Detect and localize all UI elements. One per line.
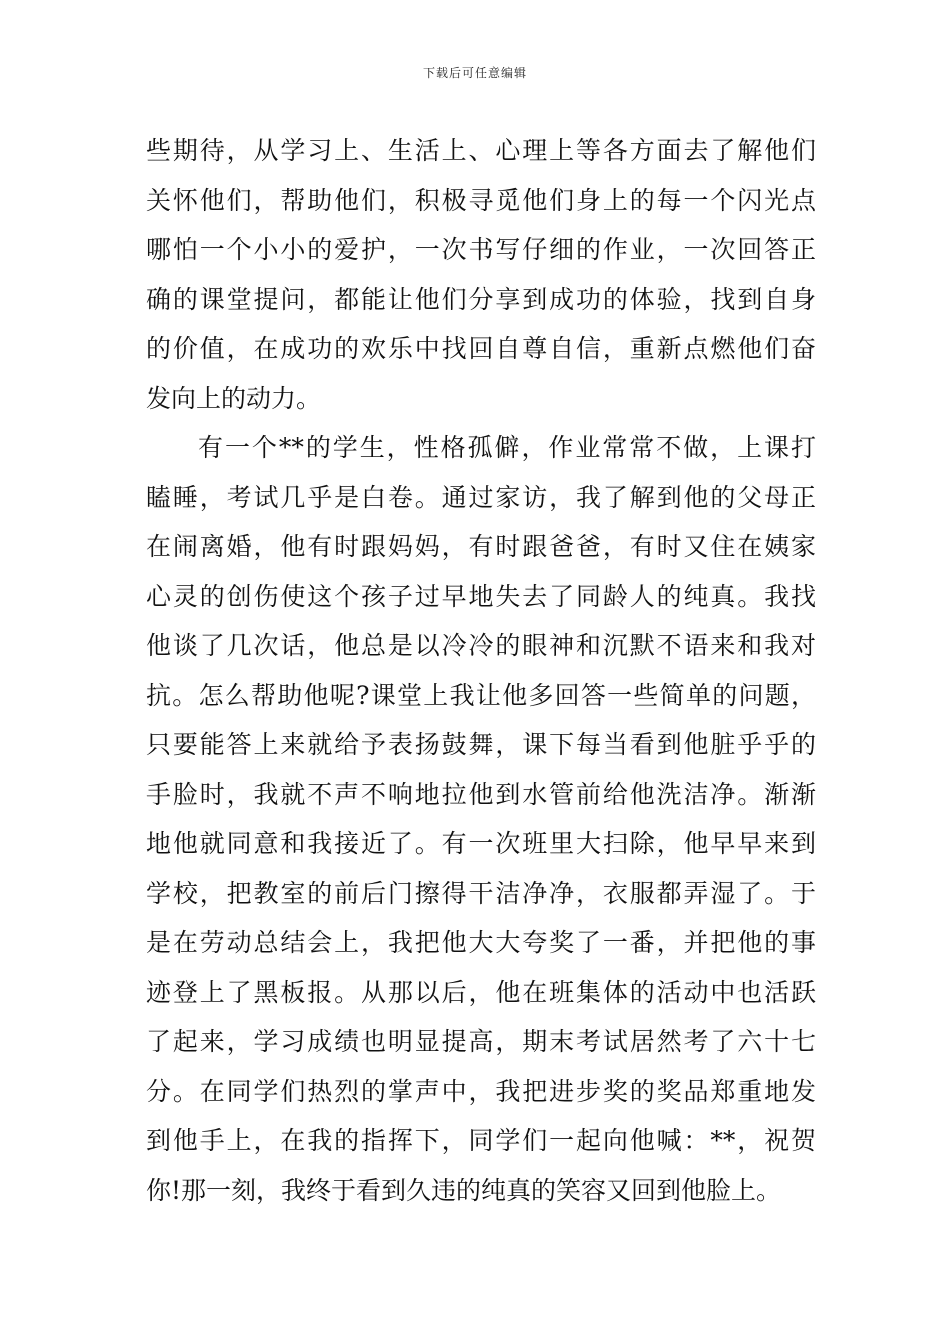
document-body	[146, 126, 816, 1215]
text-line: 在闹离婚，他有时跟妈妈，有时跟爸爸，有时又住在姨家	[146, 532, 816, 561]
text-line: 学校，把教室的前后门擦得干洁净净，衣服都弄湿了。于	[146, 878, 816, 908]
text-line: 了起来，学习成绩也明显提高，期末考试居然考了六十七	[146, 1027, 816, 1056]
text-line: 到他手上，在我的指挥下，同学们一起向他喊：**，祝贺	[146, 1126, 816, 1155]
text-line: 他谈了几次话，他总是以冷冷的眼神和沉默不语来和我对	[146, 631, 816, 660]
paragraph	[146, 423, 816, 1215]
text-line: 分。在同学们热烈的掌声中，我把进步奖的奖品郑重地发	[146, 1076, 816, 1106]
text-line: 哪怕一个小小的爱护，一次书写仔细的作业，一次回答正	[146, 235, 816, 264]
text-line: 些期待，从学习上、生活上、心理上等各方面去了解他们	[146, 136, 816, 165]
text-line: 地他就同意和我接近了。有一次班里大扫除，他早早来到	[146, 829, 816, 858]
text-line: 迹登上了黑板报。从那以后，他在班集体的活动中也活跃	[146, 977, 816, 1007]
text-line: 发向上的动力。	[146, 383, 322, 413]
page-header: 下载后可任意编辑	[422, 66, 527, 80]
text-line: 手脸时，我就不声不响地拉他到水管前给他洗洁净。渐渐	[146, 779, 816, 809]
text-line: 心灵的创伤使这个孩子过早地失去了同龄人的纯真。我找	[146, 581, 816, 611]
text-line: 是在劳动总结会上，我把他大大夸奖了一番，并把他的事	[146, 928, 816, 957]
text-line: 抗。怎么帮助他呢?课堂上我让他多回答一些简单的问题，	[146, 680, 816, 710]
text-line: 瞌睡，考试几乎是白卷。通过家访，我了解到他的父母正	[146, 482, 816, 512]
text-line: 只要能答上来就给予表扬鼓舞，课下每当看到他脏乎乎的	[146, 730, 816, 759]
text-line: 关怀他们，帮助他们，积极寻觅他们身上的每一个闪光点	[146, 185, 816, 215]
paragraph	[146, 126, 816, 423]
text-line: 确的课堂提问，都能让他们分享到成功的体验，找到自身	[146, 284, 816, 314]
text-line: 你!那一刻，我终于看到久违的纯真的笑容又回到他脸上。	[146, 1175, 782, 1205]
text-line: 有一个**的学生，性格孤僻，作业常常不做，上课打	[198, 433, 816, 462]
text-line: 的价值，在成功的欢乐中找回自尊自信，重新点燃他们奋	[146, 334, 816, 363]
